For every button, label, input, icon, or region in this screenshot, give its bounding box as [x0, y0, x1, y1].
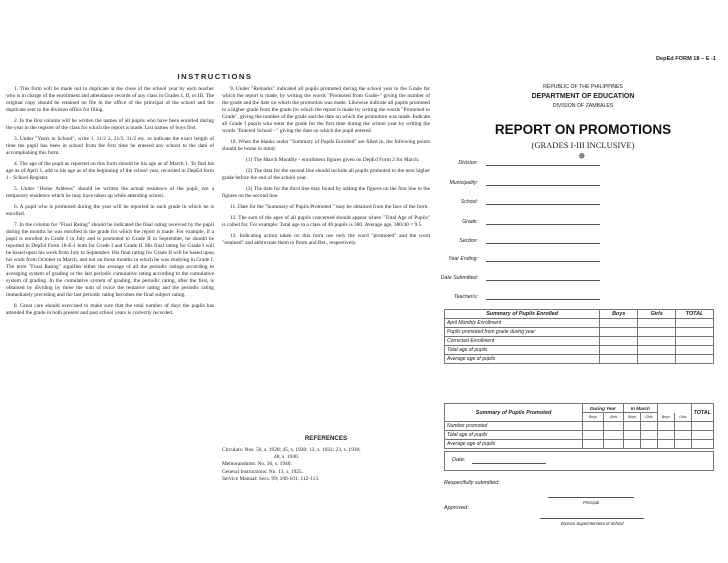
table-cell[interactable] [657, 431, 674, 440]
instruction-paragraph: 4. The age of the pupil as reported on this form should be his age as of March 1. To find his age as of April 1, add to his age as of the beginning of the school year, recorded in DepEd form 1 - School Register. [6, 161, 214, 181]
instruction-paragraph: 3. Under "Years in School", write 1. 11/2 2, 21/2, 31/2 etc. to indicate the exact length of time the pupil has been in school from the first time he entered any school to the date of accomplishing this form. [6, 136, 214, 156]
section-field-label: Section: [459, 238, 478, 244]
respectfully-submitted-label: Respectfully submitted: [444, 480, 500, 486]
instruction-paragraph: 5. Under "Home Address" should be written the actual residence of the pupil, not a temporary residence which he may have taken up while attending school. [6, 186, 214, 199]
row-label: Average age of pupils [445, 440, 583, 449]
instruction-paragraph: (1) The March Monthly - enrollment figures given on DepEd Form 2 for March. [246, 157, 420, 163]
report-title: REPORT ON PROMOTIONS [494, 122, 672, 137]
row-label: Total age of pupils [445, 431, 583, 440]
teachers-field-label: Teacher/s: [453, 294, 478, 300]
table-cell[interactable] [691, 431, 713, 440]
girls-subheader: Girls [603, 413, 623, 422]
table-cell[interactable] [657, 440, 674, 449]
table-cell[interactable] [603, 431, 623, 440]
girls-subheader: Girls [675, 413, 692, 422]
table-cell[interactable] [691, 422, 713, 431]
department-label: DEPARTMENT OF EDUCATION [531, 93, 635, 100]
instruction-paragraph: 11. Date for the "Summary of Pupils Promoted " may be obtained from the face of the form. [230, 204, 429, 210]
grade-field-label: Grade: [462, 219, 478, 225]
division-label: DIVISION OF ZAMBALES [552, 103, 614, 109]
reference-line: Memorandums: No. 36, s. 1940. [222, 461, 292, 468]
principal-caption: Principal [582, 500, 600, 505]
instruction-paragraph: 8. Great care should exercised to make sure that the total number of days the pupils has attended the grade in both present and past school years is correctly recorded. [6, 303, 214, 316]
teachers-field[interactable] [486, 299, 600, 300]
table-cell[interactable] [638, 328, 676, 337]
table-cell[interactable] [676, 346, 714, 355]
instruction-paragraph: 9. Under "Remarks" indicated all pupils promoted during the school year to the Grade for which the report is made, by writing the words "Promoted from Grade-" giving the number of the grade and the date on which the promotion was made. Likewise indicate all pupils promoted to a higher grade from the grade for which the report is made by writing the words "Promoted to Grade", giving the number of the grade and the date on which the promotion was made. Indicate all Grade I pupils who enter the grade for the first time during the school year by writing the words "Entered School - " giving the date on which the pupil entered. [222, 86, 430, 134]
table-cell[interactable] [583, 431, 604, 440]
form-number: DepEd FORM 18 – E -1 [656, 56, 716, 62]
table-cell[interactable] [638, 355, 676, 364]
table-cell[interactable] [641, 440, 657, 449]
promoted-summary-table [444, 403, 714, 449]
instruction-paragraph: 10. When the blanks under "Summary of Pupils Enrolled" are filled in, the following points should be borne in mind: [222, 139, 430, 152]
table-cell[interactable] [676, 355, 714, 364]
superintendent-signature-line[interactable] [540, 518, 644, 519]
table-cell[interactable] [641, 422, 657, 431]
principal-signature-line[interactable] [548, 497, 634, 498]
year-ending-field-label: Year Ending: [448, 256, 478, 262]
row-label: Number promoted [445, 422, 583, 431]
reference-line: 48, s. 1940. [274, 454, 300, 461]
republic-label: REPUBLIC OF THE PHILIPPINES [543, 84, 623, 90]
table-cell[interactable] [676, 328, 714, 337]
approved-label: Approved: [444, 505, 469, 511]
row-label: April Monthly Enrollment [445, 319, 600, 328]
instruction-paragraph: 13. Indicating action taken on this form use only the word "promoted" and the word "retained" and abbreviate them to Prom and Ret., respectively. [222, 233, 430, 246]
table-cell[interactable] [600, 319, 638, 328]
table-cell[interactable] [623, 422, 640, 431]
date-box [444, 451, 714, 471]
references-title: REFERENCES [304, 435, 348, 442]
instruction-paragraph: 7. In the column for "Final Rating" should be indicated the final rating received by the pupil during the months he was enrolled in the grade for which the report is made. For example, if a pupil is enrolled in Grade I in July and is promoted to Grade II in September, he should be reported in DepEd Form 18-E-1 both for Grade I and Grade II. His final rating for Grade I will be based upon his work from July to September. His final rating for Grade II will be based upon his work from October to March, and not on those months in which he was studying in Grade I. The term "Final Rating" signifies either the average of all the periodic ratings according to averaging system of grading or the last periodic cumulative rating according to the cumulative system of grading. In the cumulative system of grading, the periodic rating, after the first, is obtained by dividing by three the sum of twice the tentative rating and the periodic rating immediately preceding and the last periodic rating becomes the final subject rating. [6, 222, 214, 298]
promoted-table-title: Summary of Pupils Promoted [445, 404, 583, 422]
table-cell[interactable] [638, 319, 676, 328]
girls-column-header: Girls [638, 310, 676, 319]
instructions-title: INSTRUCTIONS [177, 72, 253, 81]
school-field-label: School: [460, 199, 478, 205]
table-cell[interactable] [600, 355, 638, 364]
references-list [222, 447, 430, 483]
table-cell[interactable] [600, 346, 638, 355]
table-cell[interactable] [676, 319, 714, 328]
table-cell[interactable] [603, 440, 623, 449]
instructions-column-2 [222, 86, 430, 251]
reference-line: General Instructions: No. 13, s. 1925. [222, 468, 303, 475]
table-row [445, 337, 714, 346]
table-cell[interactable] [675, 431, 692, 440]
instruction-paragraph: 1. This form will be made out in duplicate at the close of the school year by each teacher who is in charge of the enrollment and attendance records of any class in Grades I, II, or III. The original copy should be retained on file in the office of the principal of the school and the duplicate sent to the division office for filing. [6, 86, 214, 113]
division-field[interactable] [486, 165, 600, 166]
total-column-header: TOTAL [691, 404, 713, 422]
municipality-field[interactable] [486, 185, 600, 186]
instruction-paragraph: (2) The data for the second line should include all pupils promoted to the next higher grade before the end of the school year. [222, 168, 430, 181]
reference-line: Circulars: Nos. 50, s. 1928; 45, s. 1930; 13, s. 1932; 23, s. 1938; [222, 447, 361, 453]
table-cell[interactable] [675, 440, 692, 449]
table-row [445, 319, 714, 328]
row-label: Average age of pupils [445, 355, 600, 364]
reference-line: Service Manual: Secs. 99; 100-101; 112-113. [222, 475, 320, 482]
table-row [445, 355, 714, 364]
date-submitted-field-label: Date Submitted: [440, 275, 478, 281]
table-cell[interactable] [691, 440, 713, 449]
table-row [445, 422, 714, 431]
in-march-header: In March [623, 404, 657, 413]
table-row [445, 328, 714, 337]
division-field-label: Division: [458, 160, 478, 166]
year-ending-field[interactable] [486, 261, 600, 262]
date-field[interactable] [472, 463, 546, 464]
date-submitted-field[interactable] [486, 280, 600, 281]
during-year-header: During Year [583, 404, 624, 413]
date-label: Date: [452, 457, 466, 463]
school-field[interactable] [486, 204, 600, 205]
report-subtitle: (GRADES I-III INCLUSIVE) [531, 140, 635, 150]
table-cell[interactable] [623, 440, 640, 449]
section-field[interactable] [486, 243, 600, 244]
table-cell[interactable] [657, 422, 674, 431]
table-row [445, 346, 714, 355]
enrolled-summary-table [444, 309, 714, 364]
table-cell[interactable] [638, 346, 676, 355]
row-label: Total age of pupils [445, 346, 600, 355]
table-cell[interactable] [676, 337, 714, 346]
table-row [445, 440, 714, 449]
boys-subheader: Boys [623, 413, 640, 422]
instruction-paragraph: 2. In the first column will be written the names of all pupils who have been enrolled during the year in the register of the class for which the report is made. List names of boys first. [6, 118, 214, 131]
instruction-paragraph: (3) The date for the third line may found by adding the figures on the first line to the figures on the second line. [222, 186, 430, 199]
boys-subheader: Boys [657, 413, 674, 422]
table-cell[interactable] [603, 422, 623, 431]
row-label: Corrected Enrollment [445, 337, 600, 346]
table-cell[interactable] [600, 328, 638, 337]
total-column-header: TOTAL [676, 310, 714, 319]
table-cell[interactable] [675, 422, 692, 431]
boys-column-header: Boys [600, 310, 638, 319]
enrolled-table-title: Summary of Pupils Enrolled [445, 310, 600, 319]
boys-subheader: Boys [583, 413, 604, 422]
instructions-column-1 [6, 86, 214, 321]
table-cell[interactable] [623, 431, 640, 440]
instruction-paragraph: 12. The sum of the ages of all pupils concerned should appear where "Total Age of Pupils" is called for. For example: Total age in a class of 40 pupils is 380. Average age, 380/40 = 9.5 [222, 215, 430, 228]
municipality-field-label: Municipality: [449, 180, 478, 186]
table-cell[interactable] [638, 337, 676, 346]
sun-ornament-icon: ✵ [578, 151, 586, 161]
row-label: Pupils promoted from grade during year [445, 328, 600, 337]
grade-field[interactable] [486, 224, 600, 225]
instruction-paragraph: 6. A pupil who is promoted during the year will be reported in each grade in which he is enrolled. [6, 204, 214, 217]
table-cell[interactable] [583, 440, 604, 449]
superintendent-caption: Division Superintendent of School [560, 521, 624, 526]
girls-subheader: Girls [641, 413, 657, 422]
table-cell[interactable] [600, 337, 638, 346]
table-row [445, 431, 714, 440]
table-cell[interactable] [641, 431, 657, 440]
table-cell[interactable] [583, 422, 604, 431]
